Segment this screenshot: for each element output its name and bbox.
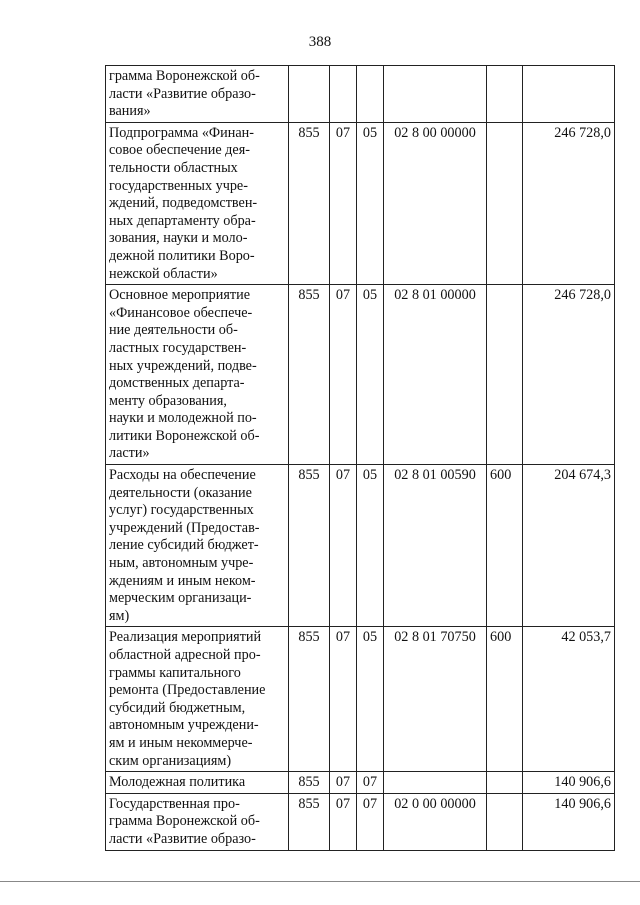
table-row (106, 122, 615, 284)
target-article-cell (384, 66, 487, 123)
row-name-cell (106, 66, 289, 123)
section-code-cell: 07 (330, 772, 357, 794)
row-name-line: ных учреждений, подве- (109, 357, 257, 374)
row-name-line: Подпрограмма «Финан- (109, 124, 254, 141)
row-name-line: ным, автономным учре- (109, 555, 254, 572)
row-name-line: учреждений (Предостав- (109, 519, 260, 536)
row-name-line: нежской области» (109, 265, 218, 282)
row-name-line: ластных государствен- (109, 339, 247, 356)
section-code-cell (330, 66, 357, 123)
target-article-cell: 02 0 00 00000 (384, 793, 487, 850)
subsection-code-cell (357, 66, 384, 123)
expense-type-cell (487, 793, 523, 850)
row-name-line: «Финансовое обеспече- (109, 304, 253, 321)
target-article-cell: 02 8 01 70750 (384, 627, 487, 772)
grbs-code-cell: 855 (289, 122, 330, 284)
row-name-line: ных департаменту обра- (109, 212, 256, 229)
amount-cell: 246 728,0 (523, 285, 615, 465)
target-article-cell (384, 772, 487, 794)
grbs-code-cell (289, 66, 330, 123)
amount-cell: 140 906,6 (523, 793, 615, 850)
row-name-cell (106, 285, 289, 465)
amount-cell: 204 674,3 (523, 465, 615, 627)
section-code-cell: 07 (330, 465, 357, 627)
row-name-line: ние деятельности об- (109, 322, 238, 339)
subsection-code-cell: 05 (357, 465, 384, 627)
expense-type-cell: 600 (487, 465, 523, 627)
row-name-line: областной адресной про- (109, 647, 261, 663)
row-name-cell (106, 793, 289, 850)
grbs-code-cell: 855 (289, 465, 330, 627)
grbs-code-cell: 855 (289, 627, 330, 772)
amount-cell: 140 906,6 (523, 772, 615, 794)
row-name-cell (106, 465, 289, 627)
row-name-line: вания» (109, 103, 151, 120)
row-name-line: домственных департа- (109, 375, 245, 392)
subsection-code-cell: 07 (357, 772, 384, 794)
budget-table-body (106, 66, 615, 851)
row-name-line: ремонта (Предоставление (109, 682, 266, 699)
expense-type-cell (487, 122, 523, 284)
section-code-cell: 07 (330, 285, 357, 465)
bottom-divider (0, 881, 640, 882)
section-code-cell: 07 (330, 793, 357, 850)
row-name-line: Основное мероприятие (109, 287, 250, 304)
table-row (106, 285, 615, 465)
grbs-code-cell: 855 (289, 285, 330, 465)
row-name-line: литики Воронежской об- (109, 427, 260, 444)
page-number: 388 (308, 34, 332, 50)
row-name-line: субсидий бюджетным, (109, 699, 246, 716)
row-name-line: ласти «Развитие образо- (109, 85, 256, 102)
row-name-line: ление субсидий бюджет- (109, 537, 259, 554)
row-name-cell (106, 627, 289, 772)
expense-type-cell (487, 66, 523, 123)
row-name-line: Реализация мероприятий (109, 629, 262, 646)
section-code-cell: 07 (330, 627, 357, 772)
section-code-cell: 07 (330, 122, 357, 284)
row-name-line: ласти «Развитие образо- (109, 830, 256, 847)
row-name-line: мерческим организаци- (109, 590, 252, 607)
row-name-line: ским организациям) (109, 752, 232, 769)
row-name-line: Молодежная политика (109, 774, 246, 791)
amount-cell (523, 66, 615, 123)
grbs-code-cell: 855 (289, 793, 330, 850)
row-name-line: зования, науки и моло- (109, 230, 248, 247)
row-name-line: грамма Воронежской об- (109, 68, 260, 84)
target-article-cell: 02 8 01 00000 (384, 285, 487, 465)
expense-type-cell (487, 772, 523, 794)
row-name-line: ждений, подведомствен- (109, 195, 258, 212)
subsection-code-cell: 05 (357, 122, 384, 284)
row-name-line: совое обеспечение дея- (109, 142, 250, 159)
row-name-line: Государственная про- (109, 795, 240, 812)
amount-cell: 42 053,7 (523, 627, 615, 772)
grbs-code-cell: 855 (289, 772, 330, 794)
table-row (106, 772, 615, 794)
target-article-cell: 02 8 00 00000 (384, 122, 487, 284)
row-name-line: услуг) государственных (109, 502, 254, 519)
row-name-line: государственных учре- (109, 177, 248, 194)
subsection-code-cell: 05 (357, 627, 384, 772)
table-row (106, 627, 615, 772)
row-name-line: ям) (109, 607, 130, 624)
subsection-code-cell: 07 (357, 793, 384, 850)
row-name-line: ям и иным некоммерче- (109, 734, 253, 751)
row-name-line: ласти» (109, 445, 150, 462)
budget-table (105, 65, 615, 851)
row-name-line: граммы капитального (109, 664, 241, 681)
amount-cell: 246 728,0 (523, 122, 615, 284)
target-article-cell: 02 8 01 00590 (384, 465, 487, 627)
row-name-line: Расходы на обеспечение (109, 467, 256, 484)
row-name-cell (106, 122, 289, 284)
row-name-line: менту образования, (109, 392, 227, 409)
expense-type-cell: 600 (487, 627, 523, 772)
row-name-line: деятельности (оказание (109, 484, 252, 501)
table-row (106, 793, 615, 850)
subsection-code-cell: 05 (357, 285, 384, 465)
table-row (106, 465, 615, 627)
row-name-line: дежной политики Воро- (109, 247, 255, 264)
row-name-line: науки и молодежной по- (109, 410, 257, 427)
expense-type-cell (487, 285, 523, 465)
row-name-line: тельности областных (109, 159, 238, 176)
row-name-cell (106, 772, 289, 794)
row-name-line: автономным учреждени- (109, 717, 259, 734)
row-name-line: грамма Воронежской об- (109, 813, 260, 830)
row-name-line: ждениям и иным неком- (109, 572, 256, 589)
table-row (106, 66, 615, 123)
